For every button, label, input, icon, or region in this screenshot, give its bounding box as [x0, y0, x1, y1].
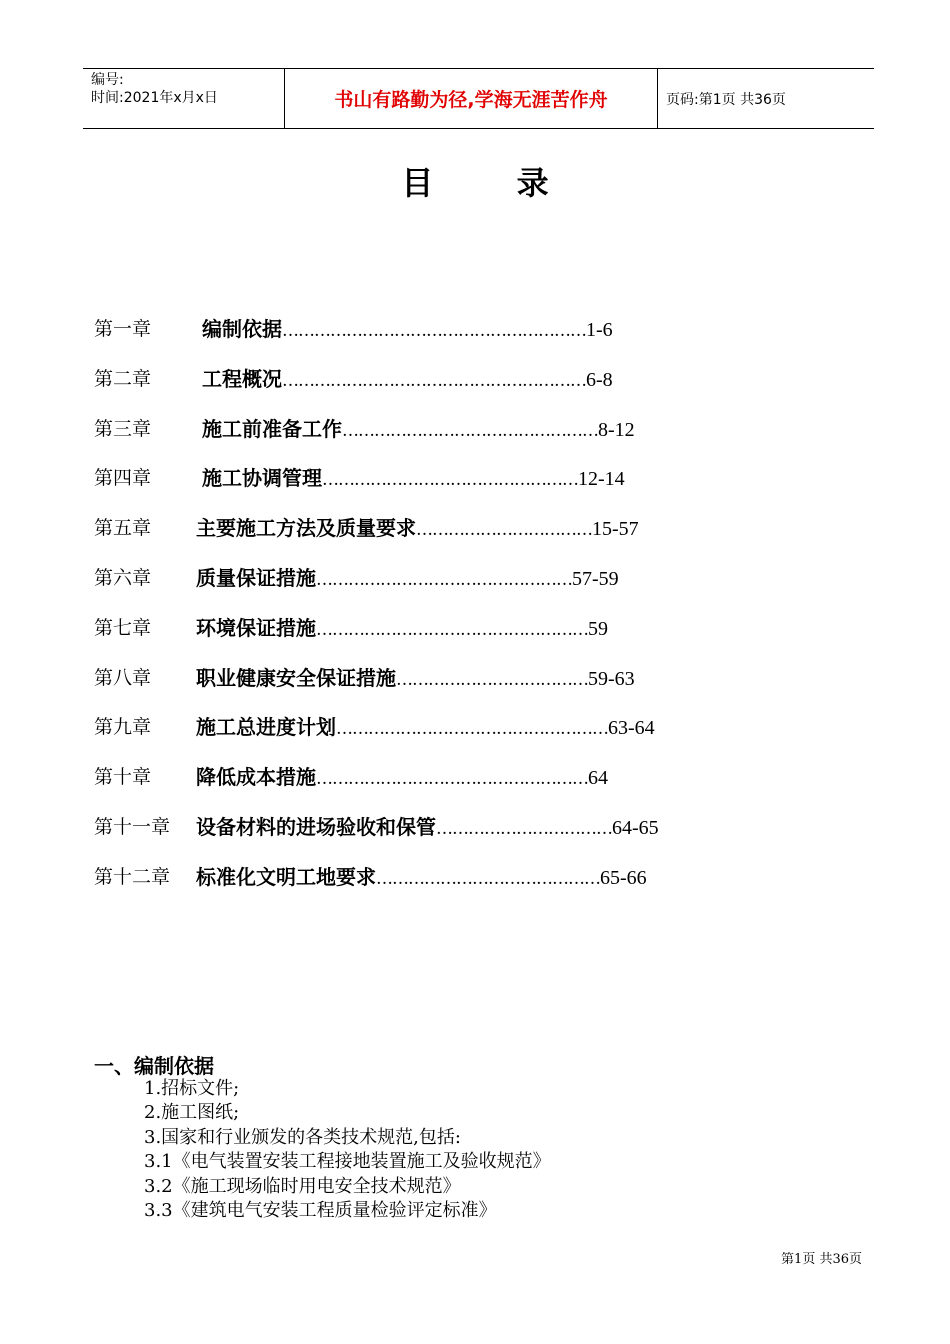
toc-pages: 8-12 [598, 418, 635, 441]
table-of-contents [94, 318, 814, 916]
header-motto: 书山有路勤为径,学海无涯苦作舟 [285, 69, 658, 128]
toc-pages: 59 [588, 617, 608, 640]
toc-entry [196, 816, 659, 840]
toc-pages: 6-8 [586, 368, 613, 391]
toc-entry [196, 567, 619, 591]
toc-entry [196, 716, 655, 740]
toc-row[interactable] [94, 617, 814, 667]
basis-list [144, 1077, 551, 1223]
page-header [83, 68, 874, 129]
toc-entry [202, 418, 635, 442]
toc-chapter: 第十一章 [94, 815, 171, 838]
header-page-label: 页码:第1页 共36页 [666, 91, 786, 108]
page-title: 目 录 [401, 164, 585, 202]
list-item: 1.招标文件; [144, 1078, 240, 1099]
toc-chapter: 第十二章 [94, 865, 171, 888]
toc-row[interactable] [94, 368, 814, 418]
toc-title: 施工协调管理 [202, 466, 322, 491]
document-number-label: 编号: [91, 72, 124, 88]
section-heading: 一、编制依据 [94, 1054, 214, 1078]
toc-pages: 64-65 [612, 816, 659, 839]
document-time-label: 时间:2021年x月x日 [91, 90, 218, 106]
toc-row[interactable] [94, 467, 814, 517]
toc-leader: ……………………………… [396, 669, 588, 690]
toc-chapter: 第五章 [94, 517, 152, 540]
toc-leader: …………………………………………… [316, 769, 588, 790]
toc-entry [196, 667, 635, 691]
toc-row[interactable] [94, 716, 814, 766]
toc-title: 施工总进度计划 [196, 715, 336, 740]
toc-chapter: 第七章 [94, 616, 152, 639]
toc-title: 施工前准备工作 [202, 416, 342, 441]
toc-title: 编制依据 [202, 317, 282, 341]
toc-chapter: 第三章 [94, 417, 152, 440]
toc-pages: 15-57 [592, 518, 639, 541]
toc-title: 工程概况 [202, 366, 282, 391]
toc-entry [202, 467, 625, 491]
list-item: 2.施工图纸; [144, 1102, 240, 1124]
toc-title: 环境保证措施 [196, 615, 316, 640]
toc-entry [202, 318, 613, 342]
toc-leader: ………………………………………… [342, 420, 598, 441]
toc-row[interactable] [94, 667, 814, 717]
toc-title: 设备材料的进场验收和保管 [196, 814, 436, 839]
toc-entry [202, 368, 613, 392]
toc-chapter: 第一章 [94, 318, 152, 340]
toc-pages: 12-14 [578, 468, 625, 491]
toc-leader: ………………………………………… [316, 569, 572, 590]
toc-row[interactable] [94, 567, 814, 617]
toc-leader: …………………………………………… [336, 719, 608, 740]
toc-pages: 63-64 [608, 717, 655, 740]
toc-chapter: 第八章 [94, 666, 152, 689]
toc-title: 主要施工方法及质量要求 [196, 516, 416, 541]
list-item: 3.2《施工现场临时用电安全技术规范》 [144, 1175, 461, 1197]
toc-pages: 64 [588, 767, 608, 790]
toc-leader: …………………………… [416, 520, 592, 541]
toc-leader: …………………………………… [376, 868, 600, 889]
toc-title: 职业健康安全保证措施 [196, 665, 396, 690]
toc-leader: ………………………………………………… [282, 370, 586, 391]
toc-entry [196, 866, 647, 890]
toc-chapter: 第九章 [94, 716, 152, 739]
toc-pages: 57-59 [572, 567, 619, 590]
toc-title: 降低成本措施 [196, 765, 316, 790]
list-item: 3.1《电气装置安装工程接地装置施工及验收规范》 [144, 1151, 551, 1173]
toc-chapter: 第六章 [94, 566, 152, 589]
toc-row[interactable] [94, 418, 814, 468]
toc-chapter: 第四章 [94, 467, 152, 490]
toc-leader: …………………………………………… [316, 619, 588, 640]
toc-row[interactable] [94, 766, 814, 816]
toc-pages: 65-66 [600, 866, 647, 889]
toc-entry [196, 517, 639, 541]
toc-chapter: 第十章 [94, 766, 152, 789]
toc-leader: ………………………………………… [322, 470, 578, 491]
toc-row[interactable] [94, 318, 814, 368]
page-footer: 第1页 共36页 [781, 1252, 862, 1267]
header-meta [83, 69, 285, 128]
toc-leader: ………………………………………………… [282, 321, 586, 341]
toc-title: 标准化文明工地要求 [196, 864, 376, 889]
toc-entry [196, 766, 608, 790]
toc-row[interactable] [94, 816, 814, 866]
list-item: 3.3《建筑电气安装工程质量检验评定标准》 [144, 1200, 497, 1222]
toc-pages: 59-63 [588, 667, 635, 690]
toc-row[interactable] [94, 517, 814, 567]
list-item: 3.国家和行业颁发的各类技术规范,包括: [144, 1126, 461, 1148]
toc-entry [196, 617, 608, 641]
toc-row[interactable] [94, 866, 814, 916]
toc-chapter: 第二章 [94, 367, 152, 390]
toc-title: 质量保证措施 [196, 565, 316, 590]
toc-pages: 1-6 [586, 319, 613, 341]
toc-leader: …………………………… [436, 818, 612, 839]
